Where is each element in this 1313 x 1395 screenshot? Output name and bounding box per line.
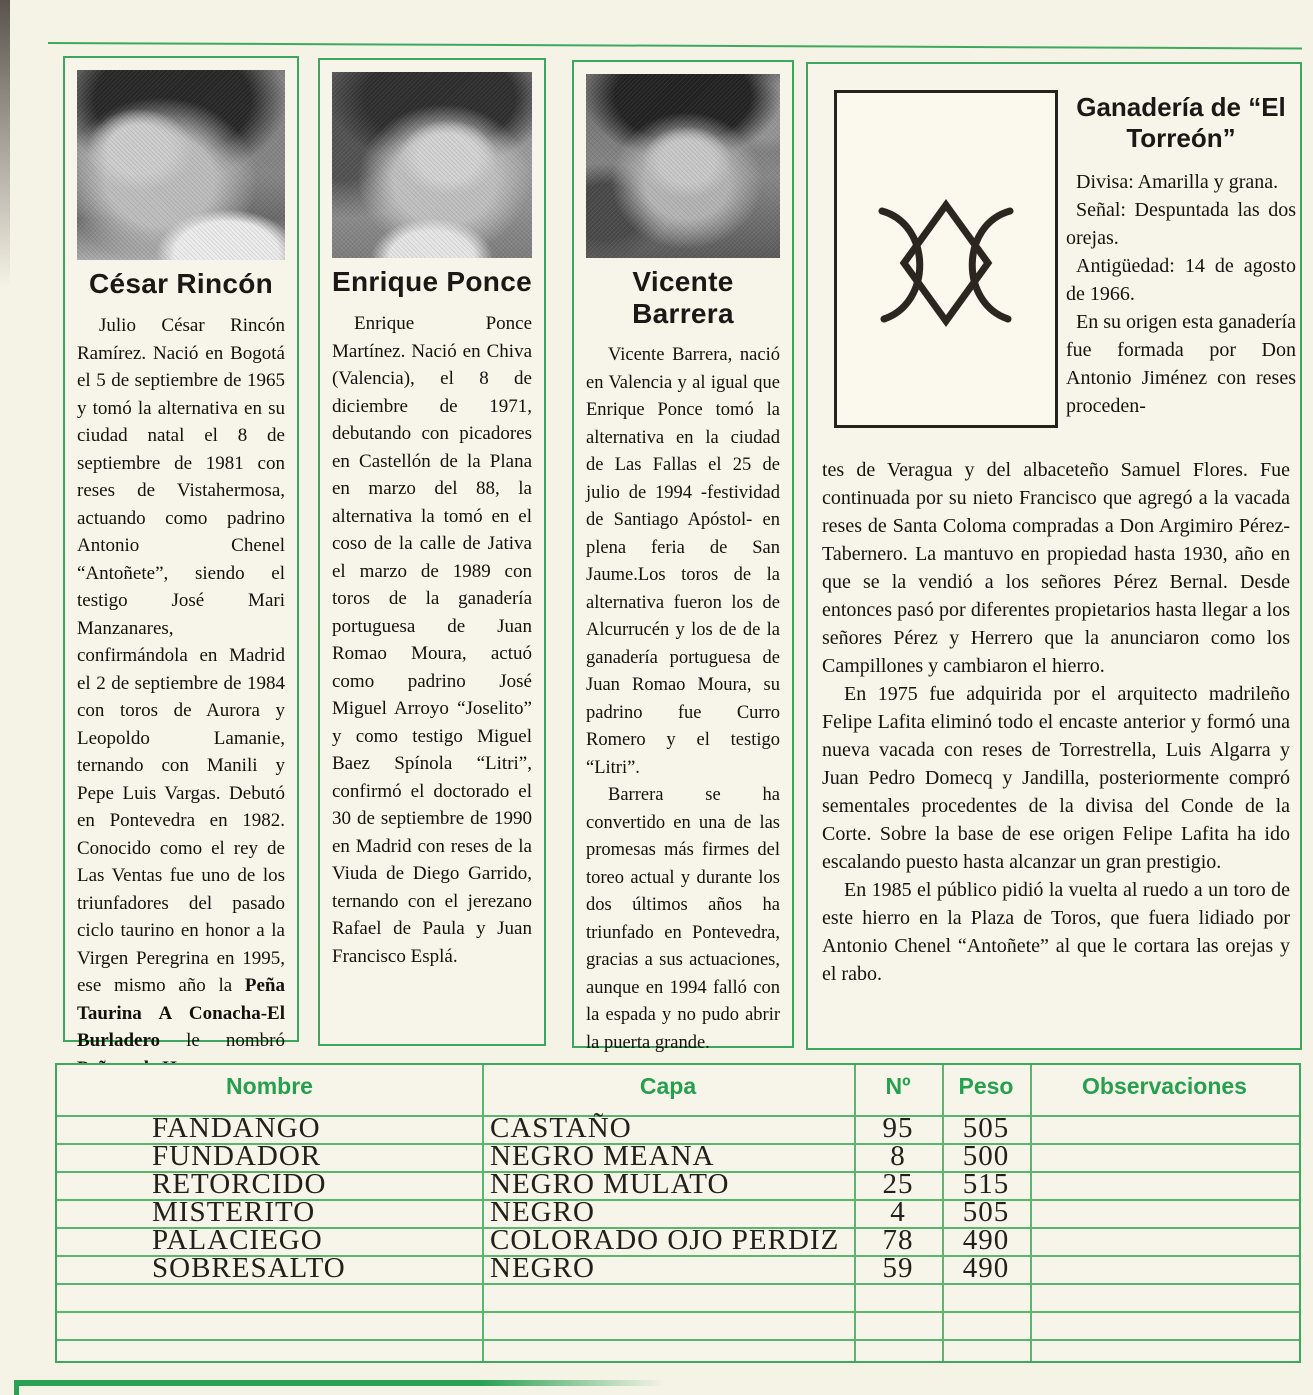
profile-bio-paragraph-2: Barrera se ha convertido en una de las promesas más firmes del toreo actual y durante los dos últimos años ha triunfado en Pontevedra, gracias a sus actuaciones, aunque en 1994 falló con la espada y no pudo abrir la puerta grande. xyxy=(586,785,780,1053)
cattle-brand-box xyxy=(834,90,1058,428)
cell-peso: 500 xyxy=(962,1140,1010,1172)
cell-nombre: RETORCIDO xyxy=(152,1168,327,1200)
ganaderia-divisa: Divisa: Amarilla y grana. xyxy=(1076,171,1279,193)
column-header-numero: Nº xyxy=(885,1073,911,1099)
cattle-brand-icon xyxy=(837,93,1055,425)
cell-numero: 95 xyxy=(882,1112,914,1144)
profile-column-vicente-barrera xyxy=(572,60,794,1053)
cell-peso: 505 xyxy=(962,1196,1010,1228)
cell-capa: COLORADO OJO PERDIZ xyxy=(490,1224,840,1256)
brand-left-crescent xyxy=(882,211,920,319)
column-header-nombre: Nombre xyxy=(226,1073,313,1099)
cell-capa: CASTAÑO xyxy=(490,1112,632,1144)
scan-edge-shadow xyxy=(0,0,10,320)
profile-bio-paragraph-1: Vicente Barrera, nació en Valencia y al igual que Enrique Ponce tomó la alternativa en la ciudad de Las Fallas el 25 de julio de 1994 -festividad de Santiago Apóstol- en plena feria de San Jaume.Los toros de la alternativa fueron los de Alcurrucén y los de de la ganadería portuguesa de Juan Romao Moura, su padrino fue Curro Romero y el testigo “Litri”. xyxy=(586,345,780,778)
ganaderia-history-zone xyxy=(822,456,1290,988)
brand-right-crescent xyxy=(972,211,1010,319)
portrait-photo-vicente-barrera xyxy=(586,74,780,258)
cell-numero: 59 xyxy=(882,1252,914,1284)
ganaderia-history-1985: En 1985 el público pidió la vuelta al ruedo a un toro de este hierro en la Plaza de Toros, que fuera lidiado por Antonio Chenel “Antoñete” al que le cortara las orejas y el rabo. xyxy=(822,879,1290,985)
table-row-sobresalto xyxy=(57,1252,1299,1285)
cell-peso: 515 xyxy=(962,1168,1010,1200)
bio-bold-pena: Peña Taurina A Conacha-El Burladero xyxy=(77,975,285,1051)
profile-bio xyxy=(77,312,285,1082)
cell-nombre: FUNDADOR xyxy=(152,1140,322,1172)
bulls-table xyxy=(55,1063,1301,1363)
portrait-photo-cesar-rincon xyxy=(77,70,285,260)
cell-peso: 505 xyxy=(962,1112,1010,1144)
ganaderia-history-start: En su origen esta ganadería fue formada por Don Antonio Jiménez con reses proceden- xyxy=(1066,311,1296,417)
ganaderia-antiguedad: Antigüedad: 14 de agosto de 1966. xyxy=(1066,255,1296,305)
ganaderia-section xyxy=(806,62,1302,1050)
next-section-top-border xyxy=(14,1380,664,1386)
cell-capa: NEGRO MEANA xyxy=(490,1140,715,1172)
column-header-observaciones: Observaciones xyxy=(1082,1073,1247,1099)
cell-nombre: MISTERITO xyxy=(152,1196,316,1228)
column-header-peso: Peso xyxy=(958,1073,1014,1099)
ganaderia-intro-zone xyxy=(1066,92,1296,420)
cell-numero: 4 xyxy=(890,1196,906,1228)
column-header-capa: Capa xyxy=(639,1073,697,1099)
profile-title: Enrique Ponce xyxy=(332,266,532,297)
ganaderia-senal: Señal: Despuntada las dos orejas. xyxy=(1066,199,1296,249)
top-green-rule xyxy=(48,42,1302,49)
profile-column-cesar-rincon xyxy=(63,56,299,1051)
cell-capa: NEGRO xyxy=(490,1196,595,1228)
table-empty-row xyxy=(57,1311,1299,1341)
cell-peso: 490 xyxy=(962,1224,1010,1256)
ganaderia-title: Ganadería de “El Torreón” xyxy=(1076,92,1286,153)
cell-nombre: PALACIEGO xyxy=(152,1224,323,1256)
cell-capa: NEGRO xyxy=(490,1252,595,1284)
cell-nombre: SOBRESALTO xyxy=(152,1252,346,1284)
cell-numero: 25 xyxy=(882,1168,914,1200)
profile-bio: Enrique Ponce Martínez. Nació en Chiva (Valencia), el 8 de diciembre de 1971, debutando con picadores en Castellón de la Plana en marzo del 88, la alternativa la tomó en el coso de la calle de Jativa el marzo de 1989 con toros de la ganadería portuguesa de Juan Romao Moura, actuó como padrino José Miguel Arroyo “Joselito” y como testigo Miguel Baez Spínola “Litri”, confirmó el doctorado el 30 de septiembre de 1990 en Madrid con reses de la Viuda de Diego Garrido, ternando con el jerezano Rafael de Paula y Juan Francisco Esplá. xyxy=(332,313,532,967)
bio-text: le nombró xyxy=(160,1030,285,1051)
cell-capa: NEGRO MULATO xyxy=(490,1168,730,1200)
cell-numero: 78 xyxy=(882,1224,914,1256)
next-section-left-border xyxy=(14,1380,19,1395)
cell-numero: 8 xyxy=(890,1140,906,1172)
profile-column-enrique-ponce xyxy=(318,58,546,1046)
cell-nombre: FANDANGO xyxy=(152,1112,321,1144)
table-empty-row xyxy=(57,1283,1299,1313)
ganaderia-history-continued: tes de Veragua y del albaceteño Samuel Flores. Fue continuada por su nieto Francisco que agregó a la vacada reses de Santa Coloma compradas a Don Argimiro Pérez-Tabernero. La mantuvo en propiedad hasta 1930, año en que se la vendió a los señores Pérez Bernal. Desde entonces pasó por diferentes propietarios hasta llegar a los señores Pérez y Herrero que la anunciaron como los Campillones y cambiaron el hierro. xyxy=(822,459,1290,677)
profile-title: César Rincón xyxy=(88,268,274,299)
ganaderia-history-1975: En 1975 fue adquirida por el arquitecto madrileño Felipe Lafita eliminó todo el encaste anterior y formó una nueva vacada con reses de Torrestrella, Luis Algarra y Juan Pedro Domecq y Jandilla, posteriormente compró sementales procedentes de la divisa del Conde de la Corte. Sobre la base de ese origen Felipe Lafita ha ido escalando puesto hasta alcanzar un gran prestigio. xyxy=(822,683,1290,873)
portrait-photo-enrique-ponce xyxy=(332,72,532,258)
cell-peso: 490 xyxy=(962,1252,1010,1284)
profile-title: Vicente Barrera xyxy=(632,266,734,329)
bio-text: Julio César Rincón Ramírez. Nació en Bogotá el 5 de septiembre de 1965 y tomó la alternativa en su ciudad natal el 8 de septiembre de 1981 con reses de Vistahermosa, actuando como padrino Antonio Chenel “Antoñete”, siendo el testigo José Mari Manzanares, confirmándola en Madrid el 2 de septiembre de 1984 con toros de Aurora y Leopoldo Lamanie, ternando con Manili y Pepe Luis Vargas. Debutó en Pontevedra en 1982. Conocido como el rey de Las Ventas fue uno de los triunfadores del pasado ciclo taurino en honor a la Virgen Peregrina en 1995, ese mismo año la xyxy=(77,315,285,996)
